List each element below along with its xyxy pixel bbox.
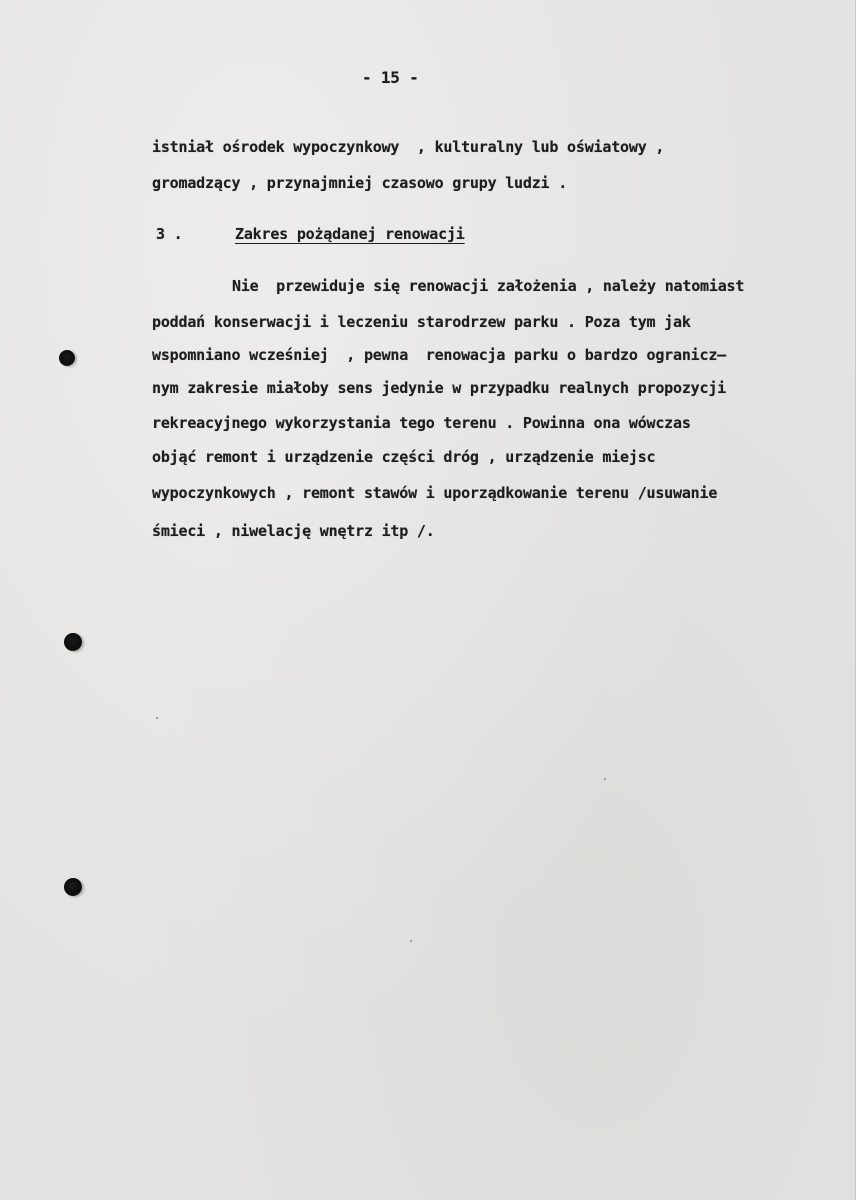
intro-line-2: gromadzący , przynajmniej czasowo grupy ludzi . [152,174,568,192]
punch-hole-top [59,350,75,366]
body-line-2: poddań konserwacji i leczeniu starodrzew parku . Poza tym jak [152,313,691,331]
page-number: - 15 - [362,68,419,87]
body-line-5: rekreacyjnego wykorzystania tego terenu . Powinna ona wówczas [152,414,691,432]
intro-line-1: istniał ośrodek wypoczynkowy , kulturalny lub oświatowy , [152,138,665,156]
paper-speck [604,778,606,780]
body-line-6: objąć remont i urządzenie części dróg , urządzenie miejsc [152,448,656,466]
section-title: Zakres pożądanej renowacji [235,225,465,243]
section-number: 3 . [156,225,183,243]
body-line-4: nym zakresie miałoby sens jedynie w przypadku realnych propozycji [152,379,726,397]
punch-hole-middle [64,633,82,651]
body-line-7: wypoczynkowych , remont stawów i uporządkowanie terenu /usuwanie [152,484,718,502]
body-line-8: śmieci , niwelację wnętrz itp /. [152,522,435,540]
body-line-1: Nie przewiduje się renowacji założenia , należy natomiast [232,277,745,295]
paper-speck [410,940,412,942]
punch-hole-bottom [64,878,82,896]
paper-speck [156,717,158,719]
body-line-3: wspomniano wcześniej , pewna renowacja parku o bardzo ogranicz– [152,346,726,364]
